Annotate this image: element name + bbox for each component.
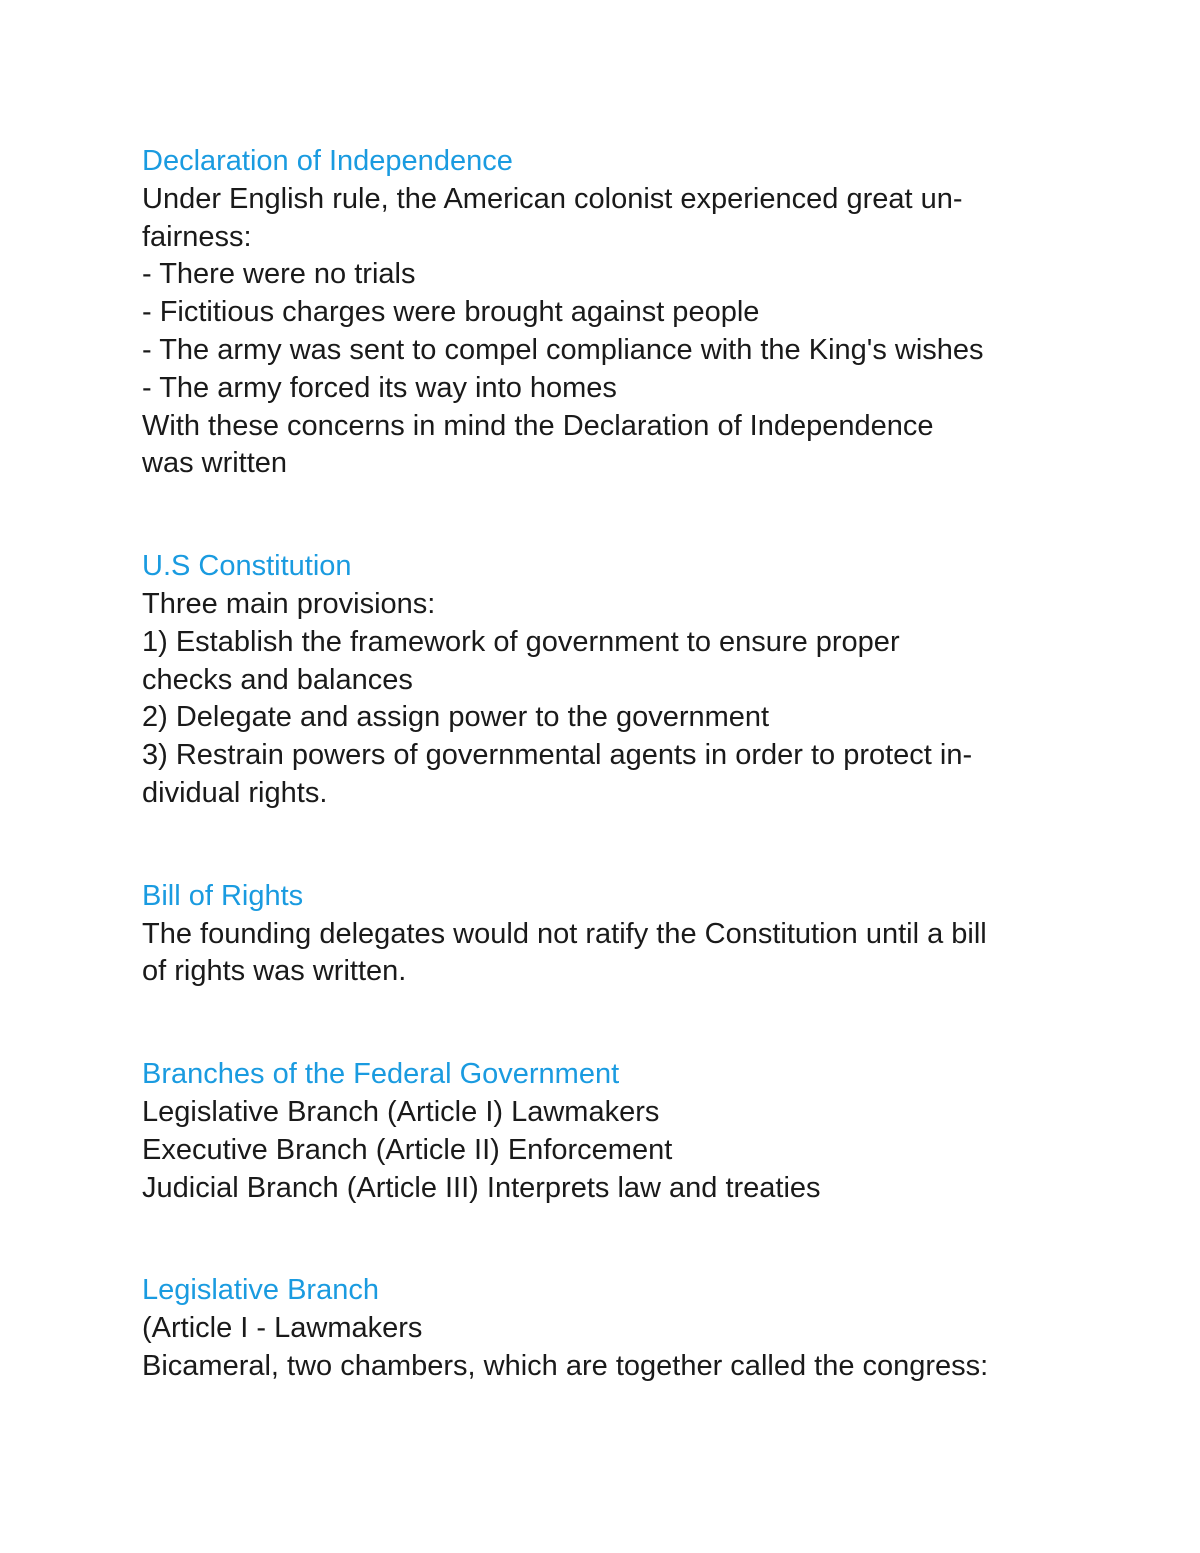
- list-item: 2) Delegate and assign power to the government: [142, 701, 770, 734]
- text-line: Judicial Branch (Article III) Interprets law and treaties: [142, 1171, 821, 1204]
- list-item: - The army forced its way into homes: [142, 371, 617, 404]
- text-line: With these concerns in mind the Declaration of Independence: [142, 409, 934, 442]
- section-bill-of-rights: [142, 878, 1072, 991]
- section-heading: Branches of the Federal Government: [142, 1058, 620, 1091]
- text-line: Under English rule, the American colonist experienced great un-: [142, 182, 963, 215]
- text-line: was written: [142, 447, 288, 480]
- section-heading: U.S Constitution: [142, 550, 352, 583]
- document-page: [142, 143, 1072, 1386]
- text-line: Executive Branch (Article II) Enforcement: [142, 1133, 673, 1166]
- section-heading: Legislative Branch: [142, 1274, 379, 1307]
- section-declaration-of-independence: [142, 143, 1072, 483]
- text-line: Legislative Branch (Article I) Lawmakers: [142, 1095, 660, 1128]
- text-line: Three main provisions:: [142, 587, 436, 620]
- section-branches-of-federal-government: [142, 1056, 1072, 1207]
- text-line: The founding delegates would not ratify the Constitution until a bill: [142, 917, 987, 950]
- list-item: - Fictitious charges were brought against people: [142, 296, 760, 329]
- text-line: dividual rights.: [142, 776, 328, 809]
- list-item: 1) Establish the framework of government to ensure proper: [142, 625, 900, 658]
- list-item: 3) Restrain powers of governmental agents in order to protect in-: [142, 739, 973, 772]
- text-line: fairness:: [142, 220, 252, 253]
- text-line: (Article I - Lawmakers: [142, 1312, 423, 1345]
- list-item: - The army was sent to compel compliance with the King's wishes: [142, 333, 984, 366]
- section-legislative-branch: [142, 1272, 1072, 1385]
- section-heading: Bill of Rights: [142, 879, 304, 912]
- text-line: of rights was written.: [142, 955, 407, 988]
- text-line: Bicameral, two chambers, which are together called the congress:: [142, 1349, 989, 1382]
- section-us-constitution: [142, 548, 1072, 813]
- text-line: checks and balances: [142, 663, 413, 696]
- section-heading: Declaration of Independence: [142, 145, 513, 177]
- list-item: - There were no trials: [142, 258, 416, 291]
